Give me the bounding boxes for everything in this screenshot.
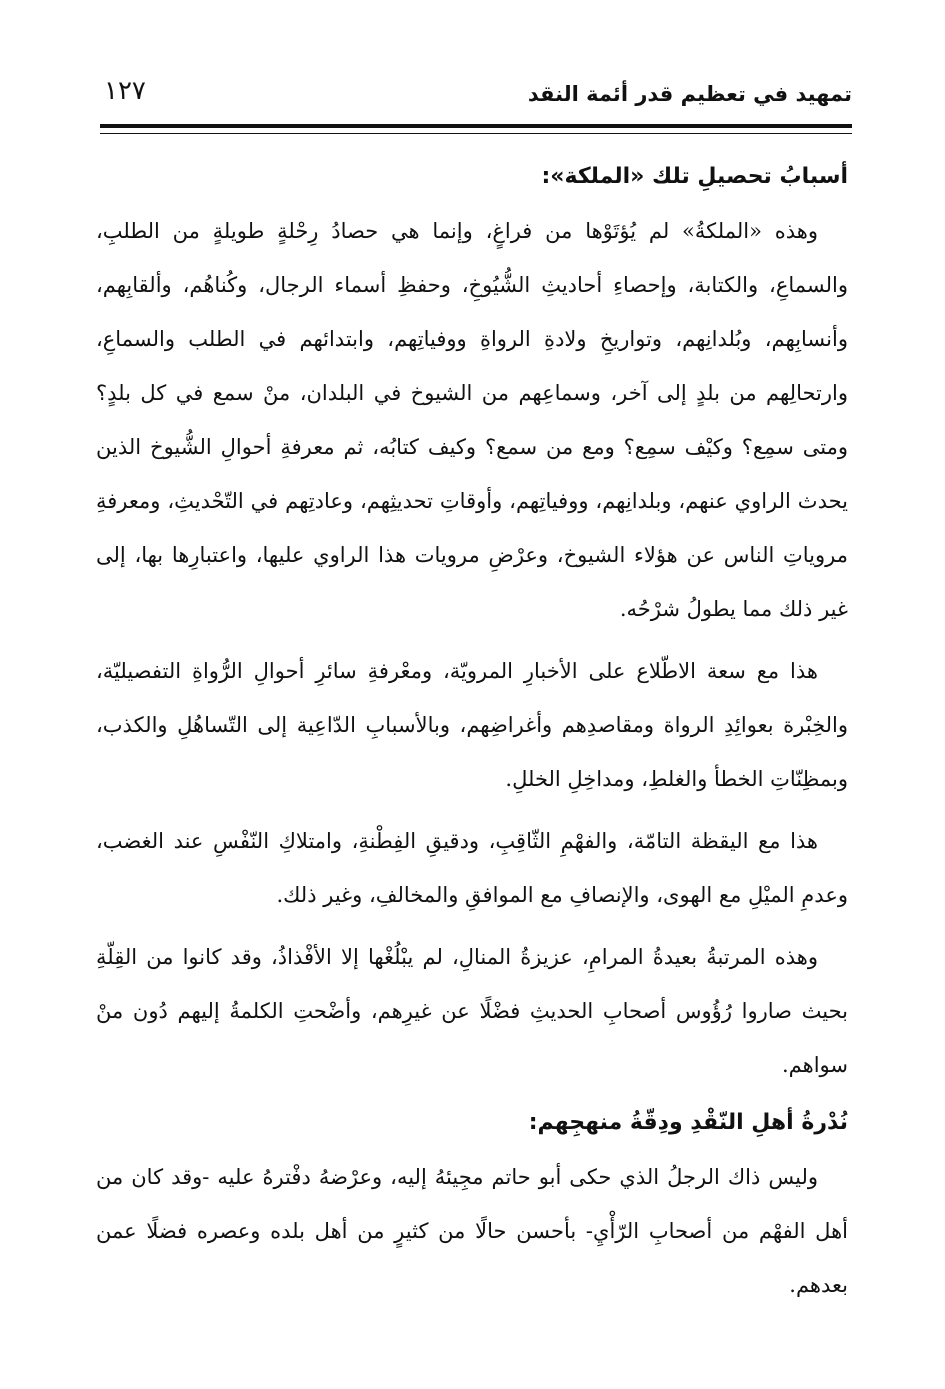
section-heading-causes: أسبابُ تحصيلِ تلك «الملكة»: bbox=[541, 164, 848, 189]
paragraph-spacer bbox=[96, 806, 848, 814]
paragraph-malakah-origins: وهذه «الملكةُ» لم يُؤتَوْها من فراغٍ، وإنما هي حصادُ رِحْلةٍ طويلةٍ من الطلبِ، والسماعِ، والكتابة، وإحصاءِ أحاديثِ الشُّيُوخِ، وحفظِ أسماء الرجال، وكُناهُم، وألقابِهم، وأنسابِهم، وبُلدانِهم، وتواريخِ ولادةِ الرواةِ ووفياتِهم، وابتدائهم في الطلب والسماعِ، وارتحالِهم من بلدٍ إلى آخر، وسماعِهم من الشيوخ في البلدان، منْ سمع في كل بلدٍ؟ ومتى سمِع؟ وكيْف سمِع؟ ومع من سمع؟ وكيف كتابُه، ثم معرفةِ أحوالِ الشُّيوخ الذين يحدث الراوي عنهم، وبلدانِهم، ووفياتِهم، وأوقاتِ تحديثِهم، وعادتِهم في التّحْديثِ، ومعرفةِ مروياتِ الناس عن هؤلاء الشيوخ، وعرْضِ مرويات هذا الراوي عليها، واعتبارِها بها، إلى غير ذلك مما يطولُ شرْحُه. bbox=[96, 219, 848, 621]
paragraph-wide-knowledge: هذا مع سعة الاطّلاع على الأخبارِ المرويّة، ومعْرفةِ سائرِ أحوالِ الرُّواةِ التفصيليّة، والخِبْرة بعوائِدِ الرواة ومقاصدِهم وأغراضِهم، وبالأسبابِ الدّاعِية إلى التّساهُلِ والكذب، وبمظِنّاتِ الخطأ والغلطِ، ومداخِلِ الخللِ. bbox=[96, 659, 848, 791]
page-number: ١٢٧ bbox=[104, 76, 146, 106]
paragraph-spacer bbox=[96, 922, 848, 930]
paragraph-vigilance: هذا مع اليقظة التامّة، والفهْمِ الثّاقِبِ، ودقيقِ الفِطْنةِ، وامتلاكِ النّفْسِ عند الغضب، وعدمِ الميْلِ مع الهوى، والإنصافِ مع الموافقِ والمخالفِ، وغير ذلك. bbox=[96, 829, 848, 907]
page-header bbox=[100, 78, 852, 118]
section-heading-rarity: نُدْرةُ أهلِ النّقْدِ ودِقّةُ منهجِهم: bbox=[528, 1110, 848, 1135]
page-body bbox=[96, 150, 848, 1312]
header-rule-thick bbox=[100, 124, 852, 128]
paragraph-rank: وهذه المرتبةُ بعيدةُ المرامِ، عزيزةُ المنالِ، لم يبْلُغْها إلا الأفْذاذُ، وقد كانوا من القِلّةِ بحيث صاروا رُؤُوس أصحابِ الحديثِ فضْلًا عن غيرِهم، وأضْحتِ الكلمةُ إليهم دُون منْ سواهم. bbox=[96, 945, 848, 1077]
running-title: تمهيد في تعظيم قدر أئمة النقد bbox=[527, 82, 852, 106]
header-rule-thin bbox=[100, 133, 852, 134]
paragraph-abu-hatim: وليس ذاك الرجلُ الذي حكى أبو حاتم مجِيئهُ إليه، وعرْضهُ دفْترهُ عليه -وقد كان من أهل الفهْم من أصحابِ الرّأْيِ- بأحسن حالًا من كثيرٍ من أهل بلده وعصره فضلًا عمن بعدهم. bbox=[96, 1165, 848, 1297]
paragraph-spacer bbox=[96, 636, 848, 644]
